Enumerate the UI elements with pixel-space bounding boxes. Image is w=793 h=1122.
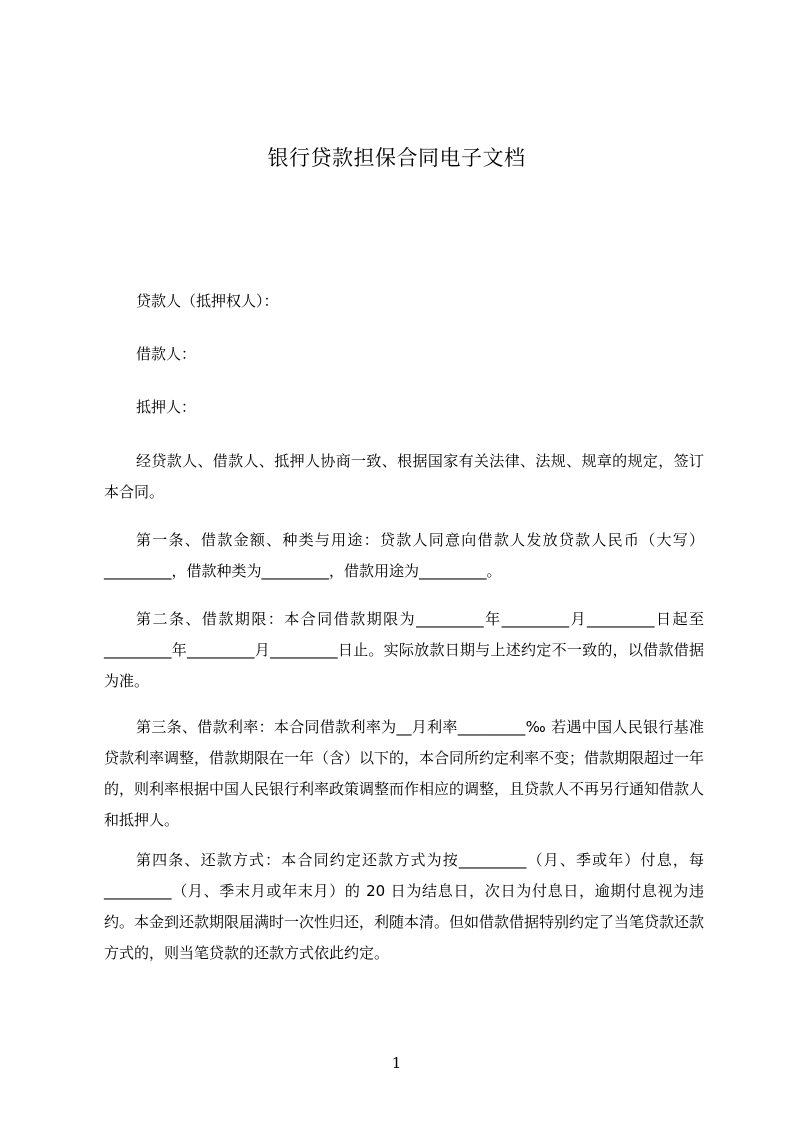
paragraph-preamble: 经贷款人、借款人、抵押人协商一致、根据国家有关法律、法规、规章的规定，签订本合同。: [104, 452, 704, 501]
paragraph-mortgagor: 抵押人：: [136, 398, 197, 416]
document-title: 银行贷款担保合同电子文档: [267, 146, 526, 170]
paragraph-lender: 贷款人（抵押权人）：: [136, 292, 279, 310]
paragraph-article-4: 第四条、还款方式：本合同约定还款方式为按_________（月、季或年）付息，每_________（月、季末月或年末月）的 20 日为结息日，次日为付息日，逾期付息视为违约。本金到还款期限届满时一次性归还，利随本清。但如借款借据特别约定了当笔贷款还款方式的，则当笔贷款的还款方式依此约定。: [104, 851, 705, 962]
page-number: 1: [391, 1054, 402, 1072]
paragraph-borrower: 借款人：: [136, 345, 197, 363]
paragraph-article-3: 第三条、借款利率：本合同借款利率为__月利率_________‰ 若遇中国人民银行基准贷款利率调整，借款期限在一年（含）以下的，本合同所约定利率不变；借款期限超过一年的，则利率根据中国人民银行利率政策调整而作相应的调整，且贷款人不再另行通知借款人和抵押人。: [104, 718, 705, 829]
paragraph-article-1: 第一条、借款金额、种类与用途：贷款人同意向借款人发放贷款人民币（大写）_________，借款种类为_________，借款用途为_________。: [104, 531, 704, 580]
paragraph-article-2: 第二条、借款期限：本合同借款期限为_________年_________月_________日起至_________年_________月_________日止。实际放款日期与上述约定不一致的，以借款借据为准。: [104, 610, 704, 690]
